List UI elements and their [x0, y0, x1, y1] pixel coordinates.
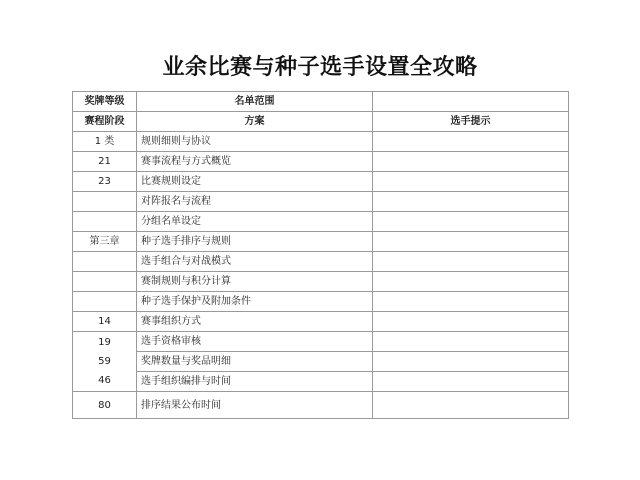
row-item: 规则细则与协议 [137, 132, 373, 152]
row-item: 选手资格审核 [137, 332, 373, 352]
group-label: 46 [98, 375, 111, 386]
empty-cell [373, 252, 569, 272]
empty-cell [373, 372, 569, 392]
table-row [73, 212, 569, 232]
table-row [73, 252, 569, 272]
group-label: 21 [73, 152, 137, 172]
row-item: 比赛规则设定 [137, 172, 373, 192]
empty-cell [373, 352, 569, 372]
table-row [73, 332, 569, 352]
empty-cell [373, 172, 569, 192]
table-header-row [73, 112, 569, 132]
table-row [73, 292, 569, 312]
page-title: 业余比赛与种子选手设置全攻略 [162, 55, 478, 80]
schedule-table [72, 91, 569, 419]
group-label-stack [73, 332, 137, 392]
header-cell: 奖牌等级 [73, 92, 137, 112]
empty-cell [373, 212, 569, 232]
header-cell [373, 92, 569, 112]
table-row [73, 372, 569, 392]
group-label: 19 [98, 337, 111, 348]
group-label: 14 [73, 312, 137, 332]
empty-cell [73, 252, 137, 272]
table-row [73, 152, 569, 172]
empty-cell [373, 272, 569, 292]
table-row [73, 312, 569, 332]
header-cell: 选手提示 [373, 112, 569, 132]
table-header-row [73, 92, 569, 112]
group-label: 第三章 [73, 232, 137, 252]
table-row [73, 132, 569, 152]
row-item: 赛制规则与积分计算 [137, 272, 373, 292]
empty-cell [73, 272, 137, 292]
row-item: 赛事流程与方式概览 [137, 152, 373, 172]
table-row [73, 172, 569, 192]
empty-cell [373, 132, 569, 152]
row-item: 赛事组织方式 [137, 312, 373, 332]
row-item: 分组名单设定 [137, 212, 373, 232]
header-cell: 名单范围 [137, 92, 373, 112]
table-row [73, 352, 569, 372]
group-label: 59 [98, 356, 111, 367]
group-label: 80 [73, 392, 137, 419]
empty-cell [373, 192, 569, 212]
row-item: 排序结果公布时间 [137, 392, 373, 419]
empty-cell [373, 232, 569, 252]
empty-cell [73, 292, 137, 312]
group-label: 23 [73, 172, 137, 192]
row-item: 对阵报名与流程 [137, 192, 373, 212]
row-item: 种子选手保护及附加条件 [137, 292, 373, 312]
table-row [73, 392, 569, 419]
table-row [73, 192, 569, 212]
table-row [73, 272, 569, 292]
empty-cell [373, 392, 569, 419]
header-cell: 赛程阶段 [73, 112, 137, 132]
empty-cell [73, 212, 137, 232]
table-row [73, 232, 569, 252]
row-item: 选手组合与对战模式 [137, 252, 373, 272]
empty-cell [73, 192, 137, 212]
row-item: 种子选手排序与规则 [137, 232, 373, 252]
header-cell: 方案 [137, 112, 373, 132]
empty-cell [373, 152, 569, 172]
empty-cell [373, 292, 569, 312]
empty-cell [373, 312, 569, 332]
empty-cell [373, 332, 569, 352]
row-item: 奖牌数量与奖品明细 [137, 352, 373, 372]
group-label: 1 类 [73, 132, 137, 152]
row-item: 选手组织编排与时间 [137, 372, 373, 392]
